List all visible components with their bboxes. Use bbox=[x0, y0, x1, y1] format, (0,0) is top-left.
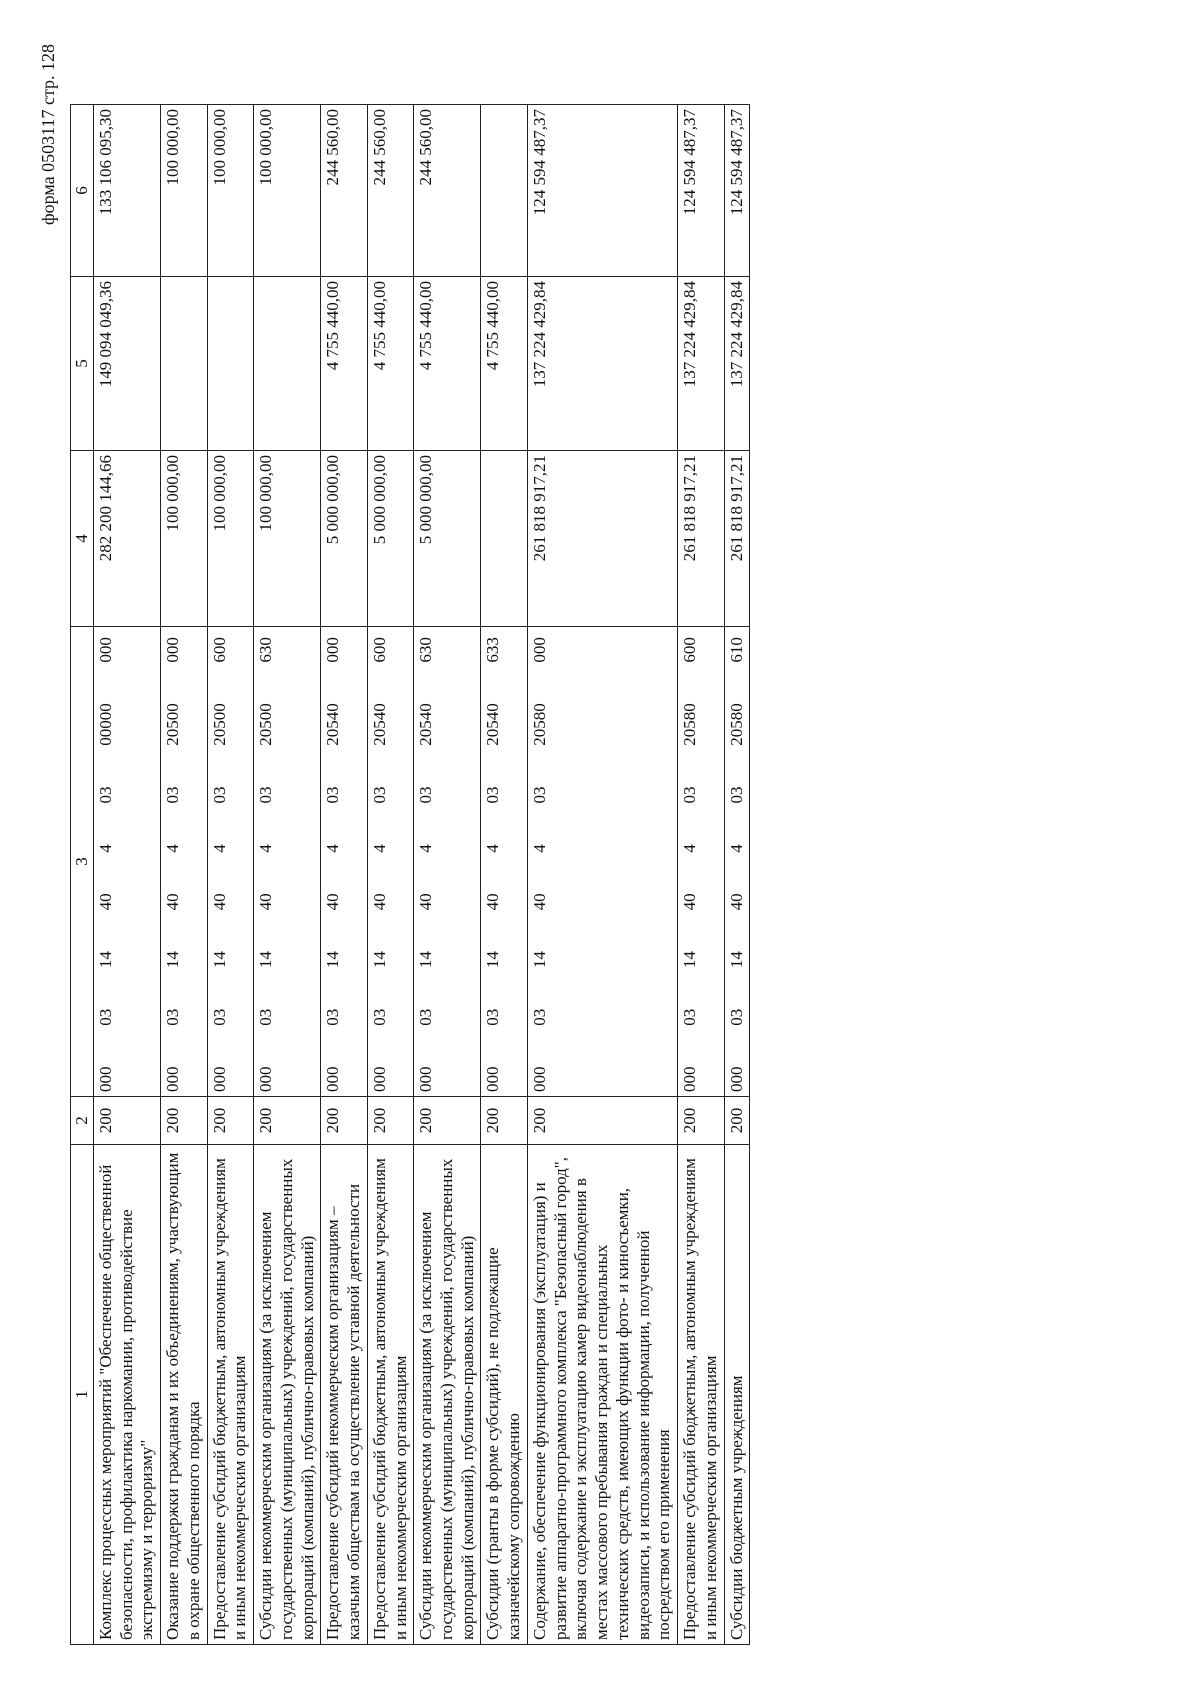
budget-code-part: 20580 bbox=[680, 703, 700, 746]
row-budget-code bbox=[367, 627, 413, 1097]
budget-code-part: 03 bbox=[483, 786, 503, 804]
budget-code-part: 03 bbox=[96, 1008, 115, 1026]
budget-code-part: 03 bbox=[209, 1008, 229, 1026]
row-unexecuted-amount: 133 106 095,30 bbox=[94, 105, 161, 277]
row-line-code: 200 bbox=[527, 1097, 677, 1145]
row-approved-amount: 261 818 917,21 bbox=[678, 451, 724, 627]
budget-code-part: 20540 bbox=[323, 703, 343, 746]
budget-code-part: 4 bbox=[416, 844, 436, 853]
budget-code-part: 40 bbox=[323, 893, 343, 911]
budget-code-part: 633 bbox=[483, 637, 503, 663]
table-row bbox=[481, 105, 527, 1645]
row-name: Субсидии некоммерческим организациям (за исключением государственных (муниципальных) учреждений, государственных корпораций (компаний), публично-правовых компаний) bbox=[414, 1145, 481, 1645]
budget-code-part: 4 bbox=[680, 844, 700, 853]
budget-code-part: 4 bbox=[726, 844, 746, 853]
row-approved-amount: 5 000 000,00 bbox=[321, 451, 367, 627]
budget-code-part: 000 bbox=[726, 1066, 746, 1092]
row-name: Субсидии (гранты в форме субсидий), не подлежащие казначейскому сопровождению bbox=[481, 1145, 527, 1645]
row-executed-amount bbox=[161, 277, 207, 451]
budget-code-part: 14 bbox=[163, 951, 183, 969]
table-row bbox=[207, 105, 253, 1645]
budget-code-part: 03 bbox=[726, 1008, 746, 1026]
budget-code-part: 40 bbox=[256, 893, 276, 911]
budget-code-part: 20500 bbox=[163, 703, 183, 746]
row-executed-amount: 149 094 049,36 bbox=[94, 277, 161, 451]
row-budget-code bbox=[678, 627, 724, 1097]
budget-code-part: 630 bbox=[416, 637, 436, 663]
table-row bbox=[414, 105, 481, 1645]
budget-code-part: 14 bbox=[209, 951, 229, 969]
budget-code-part: 40 bbox=[680, 893, 700, 911]
row-name: Предоставление субсидий некоммерческим организациям – казачьим обществам на осуществление уставной деятельности bbox=[321, 1145, 367, 1645]
row-name: Субсидии бюджетным учреждениям bbox=[724, 1145, 750, 1645]
table-row bbox=[321, 105, 367, 1645]
budget-code-parts bbox=[256, 631, 277, 1092]
row-executed-amount bbox=[254, 277, 321, 451]
row-name: Предоставление субсидий бюджетным, автономным учреждениям и иным некоммерческим организациям bbox=[207, 1145, 253, 1645]
row-line-code: 200 bbox=[161, 1097, 207, 1145]
budget-code-part: 600 bbox=[680, 637, 700, 663]
budget-code-part: 20500 bbox=[209, 703, 229, 746]
budget-code-part: 03 bbox=[163, 786, 183, 804]
col-header-4: 4 bbox=[71, 451, 94, 627]
budget-code-part: 20540 bbox=[483, 703, 503, 746]
budget-code-part: 000 bbox=[323, 637, 343, 663]
budget-code-part: 40 bbox=[209, 893, 229, 911]
budget-code-part: 600 bbox=[369, 637, 389, 663]
row-budget-code bbox=[207, 627, 253, 1097]
row-executed-amount: 4 755 440,00 bbox=[481, 277, 527, 451]
budget-code-part: 4 bbox=[163, 844, 183, 853]
col-header-3: 3 bbox=[71, 627, 94, 1097]
budget-code-part: 14 bbox=[369, 951, 389, 969]
col-header-6: 6 bbox=[71, 105, 94, 277]
budget-code-part: 40 bbox=[726, 893, 746, 911]
row-executed-amount: 4 755 440,00 bbox=[321, 277, 367, 451]
row-budget-code bbox=[481, 627, 527, 1097]
row-unexecuted-amount: 100 000,00 bbox=[207, 105, 253, 277]
budget-code-part: 03 bbox=[323, 1008, 343, 1026]
budget-code-part: 000 bbox=[323, 1066, 343, 1092]
budget-code-part: 14 bbox=[483, 951, 503, 969]
budget-code-part: 000 bbox=[96, 637, 115, 663]
row-line-code: 200 bbox=[724, 1097, 750, 1145]
table-row bbox=[527, 105, 677, 1645]
budget-code-part: 20540 bbox=[369, 703, 389, 746]
table-row bbox=[724, 105, 750, 1645]
budget-code-parts bbox=[96, 631, 117, 1092]
row-executed-amount bbox=[207, 277, 253, 451]
row-name: Содержание, обеспечение функционирования (эксплуатация) и развитие аппаратно-программного комплекса "Безопасный город", включая содержание и эксплуатацию камер видеонаблюдения в местах массового пребывания граждан и специальных технических средств, имеющих функции фото- и киносъемки, видеозаписи, и использование информации, полученной посредством его применения bbox=[527, 1145, 677, 1645]
row-approved-amount: 261 818 917,21 bbox=[527, 451, 677, 627]
row-executed-amount: 137 224 429,84 bbox=[678, 277, 724, 451]
budget-code-part: 03 bbox=[163, 1008, 183, 1026]
budget-code-part: 20580 bbox=[529, 703, 549, 746]
row-executed-amount: 4 755 440,00 bbox=[367, 277, 413, 451]
budget-code-part: 03 bbox=[209, 786, 229, 804]
budget-code-part: 03 bbox=[416, 786, 436, 804]
table-row bbox=[94, 105, 161, 1645]
budget-code-part: 40 bbox=[483, 893, 503, 911]
budget-code-part: 14 bbox=[680, 951, 700, 969]
row-approved-amount: 100 000,00 bbox=[254, 451, 321, 627]
row-line-code: 200 bbox=[414, 1097, 481, 1145]
budget-code-part: 000 bbox=[483, 1066, 503, 1092]
row-line-code: 200 bbox=[481, 1097, 527, 1145]
budget-code-part: 14 bbox=[323, 951, 343, 969]
budget-code-part: 03 bbox=[323, 786, 343, 804]
row-budget-code bbox=[527, 627, 677, 1097]
row-line-code: 200 bbox=[321, 1097, 367, 1145]
budget-code-part: 03 bbox=[483, 1008, 503, 1026]
row-unexecuted-amount: 244 560,00 bbox=[367, 105, 413, 277]
budget-code-part: 14 bbox=[96, 951, 115, 969]
budget-code-part: 03 bbox=[680, 786, 700, 804]
row-name: Предоставление субсидий бюджетным, автономным учреждениям и иным некоммерческим организациям bbox=[678, 1145, 724, 1645]
row-budget-code bbox=[414, 627, 481, 1097]
budget-code-parts bbox=[483, 631, 504, 1092]
budget-code-part: 610 bbox=[726, 637, 746, 663]
row-approved-amount: 5 000 000,00 bbox=[414, 451, 481, 627]
budget-code-part: 14 bbox=[256, 951, 276, 969]
row-unexecuted-amount: 124 594 487,37 bbox=[724, 105, 750, 277]
row-budget-code bbox=[254, 627, 321, 1097]
budget-code-part: 14 bbox=[529, 951, 549, 969]
row-executed-amount: 137 224 429,84 bbox=[527, 277, 677, 451]
budget-code-part: 000 bbox=[256, 1066, 276, 1092]
budget-code-part: 4 bbox=[323, 844, 343, 853]
row-executed-amount: 4 755 440,00 bbox=[414, 277, 481, 451]
row-budget-code bbox=[321, 627, 367, 1097]
budget-code-part: 14 bbox=[416, 951, 436, 969]
row-approved-amount: 5 000 000,00 bbox=[367, 451, 413, 627]
budget-code-part: 03 bbox=[529, 1008, 549, 1026]
row-unexecuted-amount: 100 000,00 bbox=[254, 105, 321, 277]
row-unexecuted-amount: 244 560,00 bbox=[321, 105, 367, 277]
budget-code-part: 14 bbox=[726, 951, 746, 969]
budget-code-part: 000 bbox=[163, 1066, 183, 1092]
row-line-code: 200 bbox=[678, 1097, 724, 1145]
row-unexecuted-amount: 124 594 487,37 bbox=[527, 105, 677, 277]
budget-code-part: 4 bbox=[483, 844, 503, 853]
budget-code-part: 40 bbox=[163, 893, 183, 911]
column-numbers-row bbox=[71, 105, 94, 1645]
budget-code-part: 03 bbox=[256, 786, 276, 804]
budget-code-parts bbox=[530, 631, 551, 1092]
budget-code-parts bbox=[323, 631, 344, 1092]
row-unexecuted-amount: 244 560,00 bbox=[414, 105, 481, 277]
budget-code-part: 40 bbox=[529, 893, 549, 911]
budget-code-part: 20580 bbox=[726, 703, 746, 746]
budget-table bbox=[70, 104, 750, 1645]
budget-code-parts bbox=[680, 631, 701, 1092]
row-line-code: 200 bbox=[94, 1097, 161, 1145]
budget-code-part: 03 bbox=[369, 1008, 389, 1026]
row-name: Субсидии некоммерческим организациям (за исключением государственных (муниципальных) учреждений, государственных корпораций (компаний), публично-правовых компаний) bbox=[254, 1145, 321, 1645]
budget-code-parts bbox=[163, 631, 184, 1092]
row-line-code: 200 bbox=[207, 1097, 253, 1145]
col-header-5: 5 bbox=[71, 277, 94, 451]
budget-code-parts bbox=[210, 631, 231, 1092]
budget-code-part: 40 bbox=[96, 893, 115, 911]
row-approved-amount: 261 818 917,21 bbox=[724, 451, 750, 627]
budget-code-part: 03 bbox=[96, 786, 115, 804]
budget-code-part: 03 bbox=[680, 1008, 700, 1026]
budget-code-part: 40 bbox=[369, 893, 389, 911]
budget-code-part: 40 bbox=[416, 893, 436, 911]
row-name: Предоставление субсидий бюджетным, автономным учреждениям и иным некоммерческим организациям bbox=[367, 1145, 413, 1645]
budget-code-part: 03 bbox=[529, 786, 549, 804]
budget-code-part: 4 bbox=[529, 844, 549, 853]
row-budget-code bbox=[161, 627, 207, 1097]
budget-code-parts bbox=[416, 631, 437, 1092]
budget-code-part: 000 bbox=[369, 1066, 389, 1092]
budget-code-part: 000 bbox=[416, 1066, 436, 1092]
row-budget-code bbox=[94, 627, 161, 1097]
budget-code-part: 4 bbox=[209, 844, 229, 853]
budget-code-parts bbox=[370, 631, 391, 1092]
budget-code-parts bbox=[727, 631, 748, 1092]
budget-code-part: 4 bbox=[256, 844, 276, 853]
budget-code-part: 000 bbox=[529, 637, 549, 663]
row-unexecuted-amount: 124 594 487,37 bbox=[678, 105, 724, 277]
row-unexecuted-amount bbox=[481, 105, 527, 277]
table-row bbox=[161, 105, 207, 1645]
row-line-code: 200 bbox=[254, 1097, 321, 1145]
budget-code-part: 600 bbox=[209, 637, 229, 663]
form-caption: форма 0503117 стр. 128 bbox=[38, 43, 58, 225]
row-approved-amount bbox=[481, 451, 527, 627]
row-budget-code bbox=[724, 627, 750, 1097]
row-approved-amount: 282 200 144,66 bbox=[94, 451, 161, 627]
row-unexecuted-amount: 100 000,00 bbox=[161, 105, 207, 277]
budget-code-part: 000 bbox=[96, 1066, 115, 1092]
budget-code-part: 000 bbox=[680, 1066, 700, 1092]
col-header-2: 2 bbox=[71, 1097, 94, 1145]
table-row bbox=[367, 105, 413, 1645]
table-row bbox=[678, 105, 724, 1645]
row-approved-amount: 100 000,00 bbox=[161, 451, 207, 627]
budget-code-part: 20500 bbox=[256, 703, 276, 746]
budget-code-part: 000 bbox=[209, 1066, 229, 1092]
budget-code-part: 03 bbox=[416, 1008, 436, 1026]
table-row bbox=[254, 105, 321, 1645]
budget-code-part: 000 bbox=[529, 1066, 549, 1092]
budget-code-part: 03 bbox=[256, 1008, 276, 1026]
col-header-1: 1 bbox=[71, 1145, 94, 1645]
budget-code-part: 00000 bbox=[96, 703, 115, 746]
row-executed-amount: 137 224 429,84 bbox=[724, 277, 750, 451]
budget-code-part: 20540 bbox=[416, 703, 436, 746]
budget-code-part: 4 bbox=[96, 844, 115, 853]
row-name: Комплекс процессных мероприятий "Обеспечение общественной безопасности, профилактика наркомании, противодействие экстремизму и терроризму" bbox=[94, 1145, 161, 1645]
budget-code-part: 630 bbox=[256, 637, 276, 663]
budget-code-part: 000 bbox=[163, 637, 183, 663]
row-name: Оказание поддержки гражданам и их объединениям, участвующим в охране общественного порядка bbox=[161, 1145, 207, 1645]
row-approved-amount: 100 000,00 bbox=[207, 451, 253, 627]
budget-code-part: 4 bbox=[369, 844, 389, 853]
budget-code-part: 03 bbox=[726, 786, 746, 804]
budget-code-part: 03 bbox=[369, 786, 389, 804]
row-line-code: 200 bbox=[367, 1097, 413, 1145]
